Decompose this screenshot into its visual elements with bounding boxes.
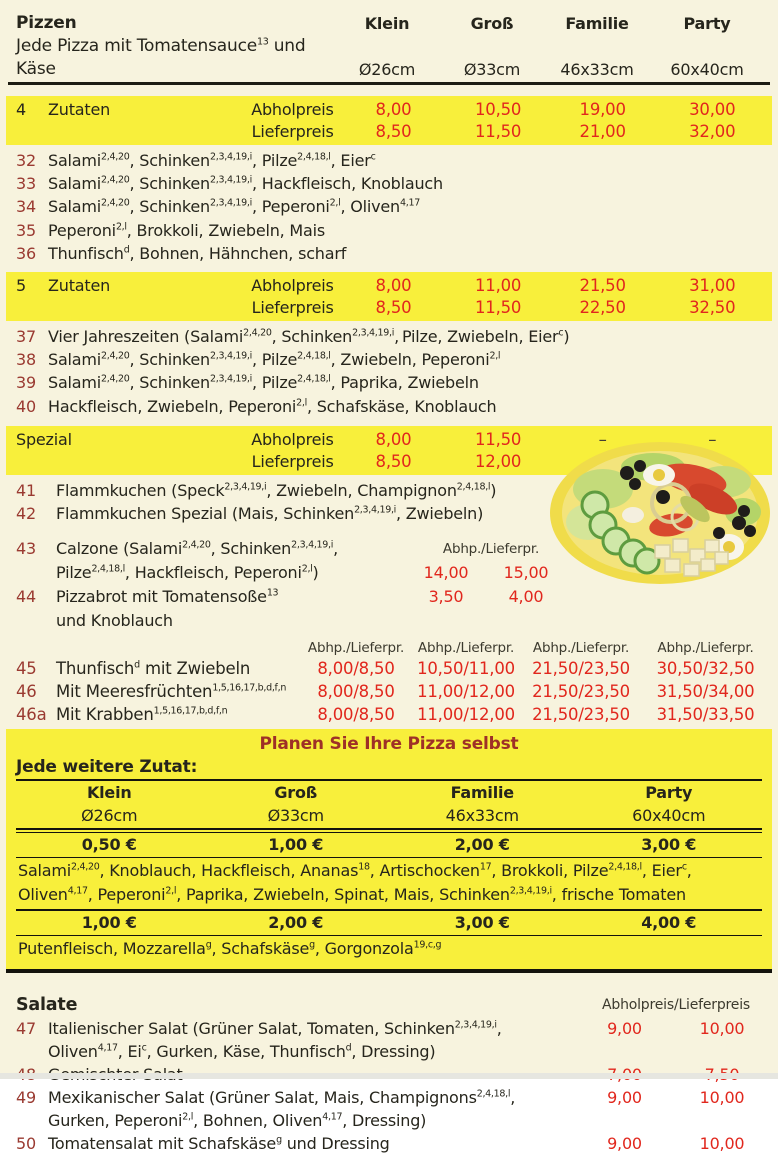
plan-dim-familie: 46x33cm — [445, 806, 519, 826]
item-text: Hackfleisch, Zwiebeln, Peperoni$^{2,l}$, Schafskäse, Knoblauch — [48, 396, 497, 416]
header-row-sizes — [8, 35, 770, 81]
price-value: 19,00 — [579, 100, 626, 119]
item-number: 32 — [16, 151, 36, 170]
no-price-dash: – — [708, 429, 717, 449]
item-text: Salami$^{2,4,20}$, Schinken$^{2,3,4,19,i}$, Pilze$^{2,4,18,l}$, Paprika, Zwiebeln — [48, 373, 479, 393]
abhp-lieferpr-label: Abhp./Lieferpr. — [532, 640, 630, 657]
calzone-block — [0, 537, 778, 633]
item-text: Pizzabrot mit Tomatensoße$^{13}$ — [56, 587, 279, 607]
menu-header — [8, 0, 770, 85]
menu-item-45 — [16, 657, 772, 680]
price-value: 30,50/32,50 — [656, 659, 755, 679]
menu-item-35 — [16, 219, 772, 242]
size-dim-familie: 46x33cm — [560, 60, 634, 79]
menu-item-46 — [16, 680, 772, 703]
item-number: 42 — [16, 504, 36, 524]
item-line1: Italienischer Salat (Grüner Salat, Tomaten, Schinken$^{2,3,4,19,i}$, — [48, 1019, 502, 1039]
tier1-price: 3,00 € — [641, 835, 697, 855]
item-number: 37 — [16, 327, 36, 347]
plan-col-party: Party — [645, 783, 693, 803]
price-value: 12,00 — [474, 451, 522, 471]
abholpreis-value: 9,00 — [607, 1088, 642, 1108]
item-line1: Mexikanischer Salat (Grüner Salat, Mais, Champignons$^{2,4,18,l}$, — [48, 1088, 516, 1108]
item-number: 46a — [16, 705, 47, 725]
item-text: Flammkuchen (Speck$^{2,3,4,19,i}$, Zwiebeln, Champignon$^{2,4,18,l}$) — [56, 480, 497, 500]
band-left — [16, 297, 344, 318]
menu-item-37 — [16, 325, 772, 348]
price-value: 11,50 — [474, 122, 522, 141]
band-number: 5 — [16, 276, 26, 296]
price-value: 21,50/23,50 — [532, 659, 630, 679]
abholpreis-value: 14,00 — [423, 563, 469, 583]
price-value: 30,00 — [689, 100, 736, 119]
price-value: 21,00 — [579, 122, 626, 141]
tier1-price: 1,00 € — [268, 835, 324, 855]
price-value: 8,00 — [375, 429, 412, 449]
plan-size-dims — [16, 804, 762, 827]
menu-item-46a — [16, 703, 772, 726]
item-text: Flammkuchen Spezial (Mais, Schinken$^{2,3,4,19,i}$, Zwiebeln) — [56, 504, 484, 524]
item-number: 43 — [16, 539, 36, 559]
item-left — [16, 657, 302, 680]
item-number: 34 — [16, 197, 36, 217]
abholpreis-value: 9,00 — [607, 1134, 642, 1154]
spacer — [16, 121, 48, 142]
tier2-price: 4,00 € — [641, 913, 697, 933]
item-text: Thunfisch$^d$ mit Zwiebeln — [56, 659, 251, 679]
item-text: Peperoni$^{2,l}$, Brokkoli, Zwiebeln, Mais — [48, 220, 326, 240]
item-number: 49 — [16, 1088, 36, 1108]
spacer — [16, 609, 56, 633]
abhp-lieferpr-label: Abhp./Lieferpr. — [442, 541, 540, 558]
price-value: 21,50/23,50 — [532, 705, 630, 725]
item-number: 39 — [16, 373, 36, 393]
menu-item-44-row2 — [16, 609, 772, 633]
price-value: 11,50 — [474, 429, 522, 449]
price-value: 8,00/8,50 — [317, 659, 395, 679]
abholpreis-value: 9,00 — [607, 1019, 642, 1039]
price-value: 10,50/11,00 — [417, 659, 515, 679]
menu-item-32 — [16, 149, 772, 172]
item-text: Thunfisch$^d$, Bohnen, Hähnchen, scharf — [48, 243, 347, 263]
item-number: 45 — [16, 659, 37, 679]
tier2-price: 2,00 € — [268, 913, 324, 933]
lieferpreis-label: Lieferpreis — [251, 122, 334, 141]
item-number: 47 — [16, 1019, 36, 1039]
menu-item-36 — [16, 242, 772, 265]
item-group-4-zutaten — [0, 149, 778, 265]
item-number: 41 — [16, 480, 36, 500]
price-value: 31,00 — [689, 276, 736, 296]
band-left — [16, 451, 344, 472]
plan-subtitle: Jede weitere Zutat: — [16, 755, 762, 781]
plan-prices-tier2 — [16, 911, 762, 934]
item-number: 38 — [16, 350, 36, 370]
no-price-dash: – — [598, 429, 607, 449]
price-band-4-zutaten — [6, 96, 772, 145]
price-value: 10,50 — [474, 100, 522, 119]
item-line2: Gurken, Peperoni$^{2,l}$, Bohnen, Oliven$^{4,17}$, Dressing) — [48, 1111, 427, 1131]
item-text: Pilze$^{2,4,18,l}$, Hackfleisch, Peperoni$^{2,l}$) — [56, 563, 319, 583]
band-left — [16, 121, 344, 142]
menu-item-49 — [16, 1086, 772, 1132]
price-value: 8,50 — [375, 298, 412, 318]
item-number: 40 — [16, 396, 36, 416]
price-value: 11,00/12,00 — [417, 682, 515, 702]
band-row-abholpreis — [16, 98, 772, 120]
column-header-familie: Familie — [565, 14, 629, 33]
lieferpreis-value: 4,00 — [508, 587, 544, 607]
seafood-block — [0, 639, 778, 726]
item-text: Salami$^{2,4,20}$, Schinken$^{2,3,4,19,i}$, Pilze$^{2,4,18,l}$, Eier$^c$ — [48, 151, 376, 170]
plan-dim-party: 60x40cm — [632, 806, 706, 826]
menu-item-47 — [16, 1017, 772, 1063]
menu-subtitle: Jede Pizza mit Tomatensauce$^{13}$ und Käse — [16, 36, 306, 79]
item-text — [48, 1132, 577, 1155]
price-value: 11,50 — [474, 298, 522, 318]
item-number: 33 — [16, 174, 36, 194]
lieferpreis-value: 15,00 — [503, 563, 549, 583]
plan-dim-klein: Ø26cm — [81, 806, 138, 826]
band-row-lieferpreis — [16, 120, 772, 142]
plan-col-klein: Klein — [86, 783, 132, 803]
price-value: 8,50 — [375, 451, 412, 471]
band-row-abholpreis — [16, 274, 772, 296]
plan-col-gross: Groß — [274, 783, 318, 803]
menu-item-44-row1 — [16, 585, 772, 609]
tier1-price: 2,00 € — [454, 835, 510, 855]
abhp-lieferpr-label: Abhp./Lieferpr. — [417, 640, 515, 657]
tier2-price: 1,00 € — [81, 913, 137, 933]
plan-prices-tier1 — [16, 833, 762, 856]
four-col-price-header — [16, 639, 772, 657]
band-number: 4 — [16, 100, 26, 119]
salads-title: Salate — [16, 995, 78, 1016]
menu-item-38 — [16, 348, 772, 371]
abholpreis-value: 3,50 — [428, 587, 464, 607]
abholpreis-label: Abholpreis — [251, 429, 334, 449]
salads-price-header: Abholpreis/Lieferpreis — [602, 997, 750, 1014]
column-header-gross: Groß — [470, 14, 514, 33]
item-text: Salami$^{2,4,20}$, Schinken$^{2,3,4,19,i}$, Hackfleisch, Knoblauch — [48, 174, 443, 194]
column-header-klein: Klein — [364, 14, 410, 33]
price-value: 32,00 — [689, 122, 736, 141]
size-dim-gross: Ø33cm — [463, 60, 521, 79]
price-pair — [406, 561, 576, 585]
band-left — [16, 429, 344, 450]
item-text: Salami$^{2,4,20}$, Schinken$^{2,3,4,19,i}$, Pilze$^{2,4,18,l}$, Zwiebeln, Peperoni$^{2,l}$ — [48, 350, 501, 370]
price-value: 8,00 — [375, 276, 412, 296]
salads-header — [16, 993, 772, 1017]
menu-item-43-row1 — [16, 537, 772, 561]
band-left — [16, 99, 344, 120]
price-value: 22,50 — [579, 298, 626, 318]
band-title: Zutaten — [48, 276, 111, 296]
band-left — [16, 275, 344, 296]
menu-item-33 — [16, 172, 772, 195]
lieferpreis-value: 10,00 — [699, 1019, 745, 1039]
price-band-5-zutaten — [6, 272, 772, 321]
item-line2: Oliven$^{4,17}$, Ei$^c$, Gurken, Käse, Thunfisch$^d$, Dressing) — [48, 1042, 436, 1062]
price-value: 32,50 — [689, 298, 736, 318]
price-value: 31,50/34,00 — [656, 682, 755, 702]
size-dim-party: 60x40cm — [670, 60, 744, 79]
menu-item-40 — [16, 395, 772, 418]
item-number: 46 — [16, 682, 37, 702]
price-value: 31,50/33,50 — [656, 705, 755, 725]
tier2-ingredients: Putenfleisch, Mozzarella$^g$, Schafskäse$^g$, Gorgonzola$^{19,c,g}$ — [18, 939, 442, 959]
lieferpreis-value: 10,00 — [699, 1134, 745, 1154]
lieferpreis-value: 10,00 — [699, 1088, 745, 1108]
menu-item-43-row2 — [16, 561, 772, 585]
price-value: 8,00/8,50 — [317, 682, 395, 702]
item-left — [16, 680, 302, 703]
lieferpreis-label: Lieferpreis — [251, 298, 334, 318]
abholpreis-label: Abholpreis — [251, 100, 334, 119]
header-row-titles — [8, 12, 770, 35]
menu-item-50 — [16, 1132, 772, 1155]
price-value: 8,00 — [375, 100, 412, 119]
band-title: Zutaten — [48, 100, 111, 119]
item-text: Vier Jahreszeiten (Salami$^{2,4,20}$, Schinken$^{2,3,4,19,i}$, Pilze, Zwiebeln, Eier$^c$) — [48, 327, 570, 347]
item-text: Mit Meeresfrüchten$^{1,5,16,17,b,d,f,n}$ — [56, 682, 287, 702]
item-text — [48, 1017, 577, 1063]
item-number: 44 — [16, 587, 36, 607]
tier1-ingredients: Salami$^{2,4,20}$, Knoblauch, Hackfleisch, Ananas$^{18}$, Artischocken$^{17}$, Brokkoli, Pilze$^{2,4,18,l}$, Eier$^c$, Oliven$^{4,17}$, Peperoni$^{2,l}$, Paprika, Zwiebeln, Spinat, Mais, Schinken$^{2,3,4,19,i}$, frische Tomaten — [18, 861, 692, 905]
band-row-lieferpreis — [16, 296, 772, 318]
price-value: 21,50 — [579, 276, 626, 296]
item-number: 36 — [16, 243, 36, 263]
item-number: 50 — [16, 1134, 36, 1154]
plan-your-pizza-section — [6, 729, 772, 973]
plan-size-labels — [16, 781, 762, 804]
scan-edge — [0, 1073, 778, 1079]
tier1-price: 0,50 € — [81, 835, 137, 855]
plan-title: Planen Sie Ihre Pizza selbst — [259, 734, 519, 755]
item-number: 35 — [16, 220, 36, 240]
spacer — [16, 297, 48, 318]
item-line1: Tomatensalat mit Schafskäse$^g$ und Dressing — [48, 1134, 390, 1154]
price-pair — [406, 585, 576, 609]
item-text: Mit Krabben$^{1,5,16,17,b,d,f,n}$ — [56, 705, 228, 725]
price-value: 11,00 — [474, 276, 522, 296]
item-text: Calzone (Salami$^{2,4,20}$, Schinken$^{2,3,4,19,i}$, — [56, 539, 338, 559]
abholpreis-label: Abholpreis — [251, 276, 334, 296]
item-group-5-zutaten — [0, 325, 778, 418]
item-left — [16, 703, 302, 726]
plan-dim-gross: Ø33cm — [267, 806, 324, 826]
item-text: Salami$^{2,4,20}$, Schinken$^{2,3,4,19,i}$, Peperoni$^{2,l}$, Oliven$^{4,17}$ — [48, 197, 420, 217]
abhp-lieferpr-label: Abhp./Lieferpr. — [307, 640, 405, 657]
tier2-price: 3,00 € — [454, 913, 510, 933]
lieferpreis-label: Lieferpreis — [251, 451, 334, 471]
price-value: 8,00/8,50 — [317, 705, 395, 725]
band-title: Spezial — [16, 429, 72, 449]
spacer — [16, 639, 302, 657]
menu-item-39 — [16, 371, 772, 394]
size-dim-klein: Ø26cm — [358, 60, 416, 79]
plan-col-familie: Familie — [450, 783, 514, 803]
menu-item-34 — [16, 195, 772, 218]
price-value: 8,50 — [375, 122, 412, 141]
price-value: 21,50/23,50 — [532, 682, 630, 702]
price-value: 11,00/12,00 — [417, 705, 515, 725]
spacer — [16, 561, 56, 585]
abhp-lieferpr-label: Abhp./Lieferpr. — [657, 640, 754, 657]
page-title: Pizzen — [16, 13, 77, 33]
column-header-party: Party — [683, 14, 731, 33]
item-text — [48, 1086, 577, 1132]
item-text: und Knoblauch — [56, 611, 173, 631]
